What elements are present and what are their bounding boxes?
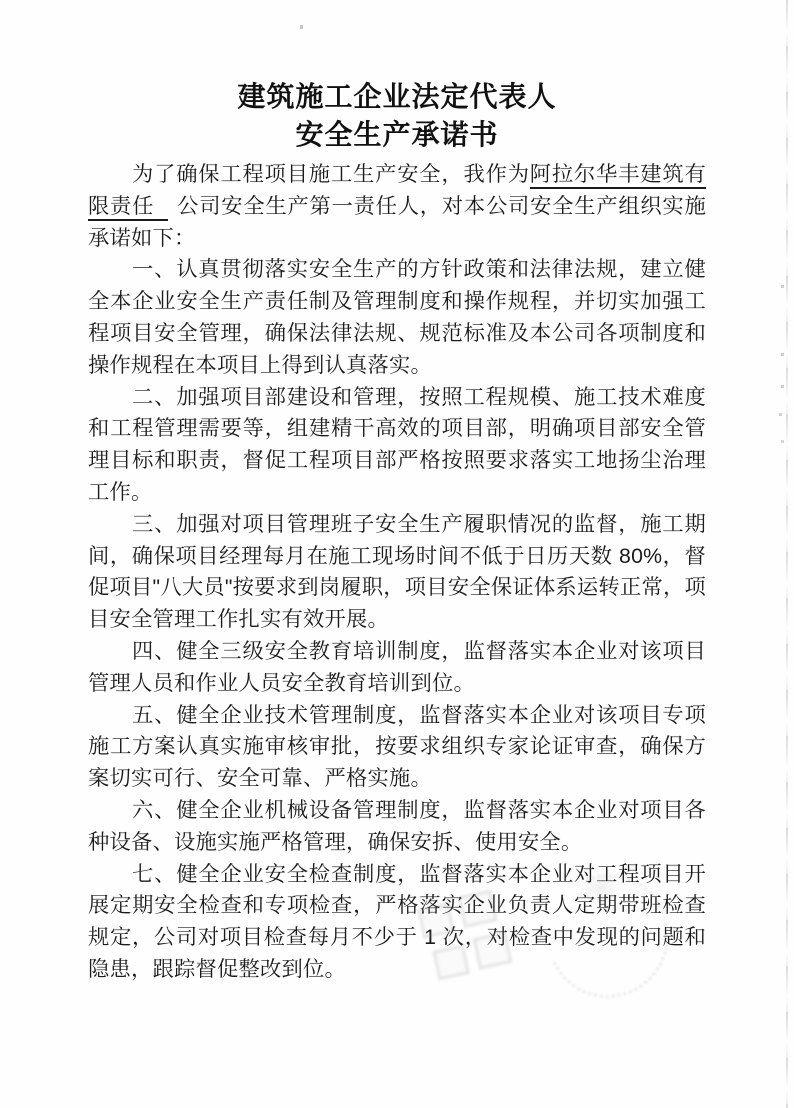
document-title-line1: 建筑施工企业法定代表人 bbox=[237, 81, 557, 112]
document-content bbox=[88, 78, 706, 986]
commitment-item-2: 二、加强项目部建设和管理，按照工程规模、施工技术难度和工程管理需要等，组建精干高效的项目部，明确项目部安全管理目标和职责，督促工程项目部严格按照要求落实工地扬尘治理工作。 bbox=[88, 384, 706, 504]
commitment-item-6: 六、健全企业机械设备管理制度，监督落实本企业对项目各种设备、设施实施严格管理，确保安拆、使用安全。 bbox=[88, 797, 706, 854]
scanner-edge-artifact bbox=[786, 0, 788, 1108]
company-name-underlined: 阿拉尔华丰建筑有限责任 bbox=[88, 162, 706, 221]
intro-tail-text: 公司安全生产第一责任人，对本公司安全生产组织实施承诺如下： bbox=[88, 193, 706, 250]
faded-seal-ring-smudge bbox=[545, 868, 671, 1000]
intro-paragraph bbox=[88, 159, 706, 254]
commitment-item-7: 七、健全企业安全检查制度，监督落实本企业对工程项目开展定期安全检查和专项检查，严格落实企业负责人定期带班检查规定，公司对项目检查每月不少于 1 次，对检查中发现的问题和隐患，跟踪督促整改到位。 bbox=[88, 861, 706, 981]
document-title-line2: 安全生产承诺书 bbox=[295, 119, 499, 150]
scan-speck bbox=[300, 25, 303, 29]
intro-lead-text: 为了确保工程项目施工生产安全，我作为 bbox=[132, 162, 530, 186]
commitment-item-4: 四、健全三级安全教育培训制度，监督落实本企业对该项目管理人员和作业人员安全教育培训到位。 bbox=[88, 638, 706, 695]
commitment-item-3: 三、加强对项目管理班子安全生产履职情况的监督，施工期间，确保项目经理每月在施工现场时间不低于日历天数 80%，督促项目"八大员"按要求到岗履职，项目安全保证体系运转正常，项目安全管理工作扎实有效开展。 bbox=[88, 511, 706, 632]
scan-speckle-trail bbox=[781, 285, 784, 288]
commitment-item-1: 一、认真贯彻落实安全生产的方针政策和法律法规，建立健全本企业安全生产责任制及管理制度和操作规程，并切实加强工程项目安全管理，确保法律法规、规范标准及本公司各项制度和操作规程在本项目上得到认真落实。 bbox=[88, 257, 706, 377]
document-body bbox=[88, 159, 706, 986]
commitment-item-5: 五、健全企业技术管理制度，监督落实本企业对该项目专项施工方案认真实施审核审批，按要求组织专家论证审查，确保方案切实可行、安全可靠、严格实施。 bbox=[88, 702, 706, 791]
